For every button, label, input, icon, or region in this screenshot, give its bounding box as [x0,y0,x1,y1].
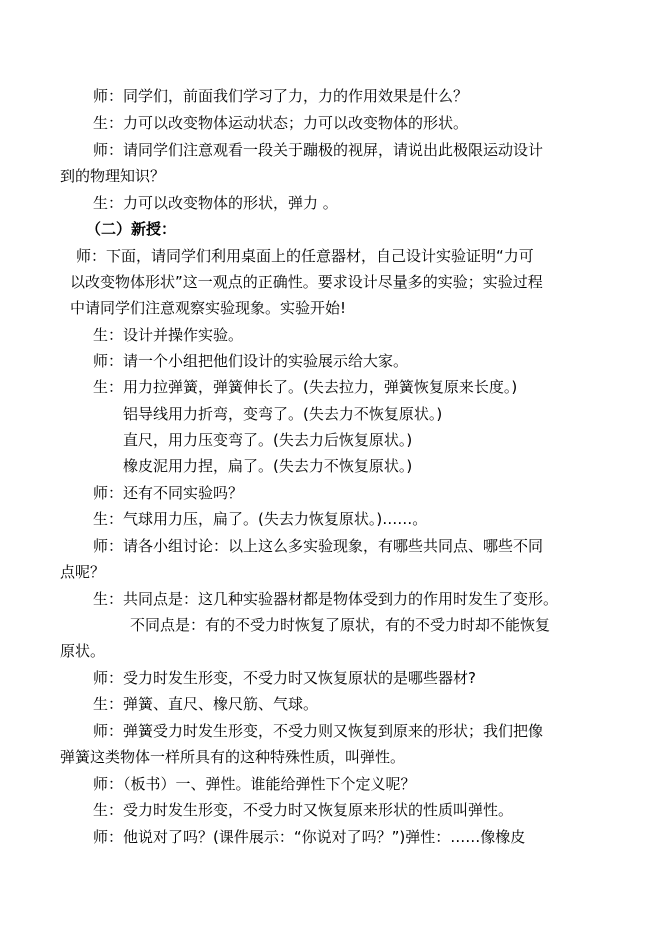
text-line-21: 不同点是：有的不受力时恢复了原状，有的不受力时却不能恢复 [130,616,551,634]
text-line-24: 生：弹簧、直尺、橡尺筋、气球。 [93,695,319,713]
text-line-7: 师：下面，请同学们利用桌面上的任意器材，自己设计实验证明“力可 [76,247,534,265]
text-line-25: 师：弹簧受力时发生形变，不受力则又恢复到原来的形状；我们把像 [93,722,544,740]
text-line-1: 师：同学们，前面我们学习了力，力的作用效果是什么？ [93,87,469,105]
section-heading: （二）新授： [86,220,177,238]
text-line-15: 橡皮泥用力捏，扁了。(失去力不恢复原状。) [123,457,413,475]
text-line-16: 师：还有不同实验吗？ [93,484,244,502]
text-line-29: 师：他说对了吗？(课件展示：“你说对了吗？”)弹性：……像橡皮 [93,828,526,846]
text-line-23: 师：受力时发生形变，不受力时又恢复原状的是哪些器材? [93,669,476,687]
text-line-14: 直尺，用力压变弯了。(失去力后恢复原状。) [123,431,413,449]
text-line-3: 师：请同学们注意观看一段关于蹦极的视屏，请说出此极限运动设计 [93,141,544,159]
text-line-26: 弹簧这类物体一样所具有的这种特殊性质，叫弹性。 [60,748,406,766]
text-line-22: 原状。 [60,642,106,660]
text-line-10: 生：设计并操作实验。 [93,326,244,344]
text-line-20: 生：共同点是：这几种实验器材都是物体受到力的作用时发生了变形。 [93,590,559,608]
text-line-5: 生：力可以改变物体的形状，弹力 。 [93,194,338,212]
text-line-9: 中请同学们注意观察实验现象。实验开始! [70,299,347,317]
text-line-27: 师：（板书）一、弹性。谁能给弹性下个定义呢？ [93,775,416,793]
text-line-17: 生：气球用力压，扁了。(失去力恢复原状。)……。 [93,510,428,528]
text-line-11: 师：请一个小组把他们设计的实验展示给大家。 [93,352,409,370]
text-line-13: 铝导线用力折弯，变弯了。(失去力不恢复原状。) [123,405,443,423]
text-line-8: 以改变物体形状”这一观点的正确性。要求设计尽量多的实验；实验过程 [70,273,543,291]
text-line-2: 生：力可以改变物体运动状态；力可以改变物体的形状。 [93,114,469,132]
text-line-19: 点呢？ [60,563,106,581]
text-line-18: 师：请各小组讨论：以上这么多实验现象，有哪些共同点、哪些不同 [93,537,544,555]
text-line-4: 到的物理知识？ [60,167,166,185]
text-line-28: 生：受力时发生形变，不受力时又恢复原来形状的性质叫弹性。 [93,801,514,819]
text-line-12: 生：用力拉弹簧，弹簧伸长了。(失去拉力，弹簧恢复原来长度。) [93,378,518,396]
